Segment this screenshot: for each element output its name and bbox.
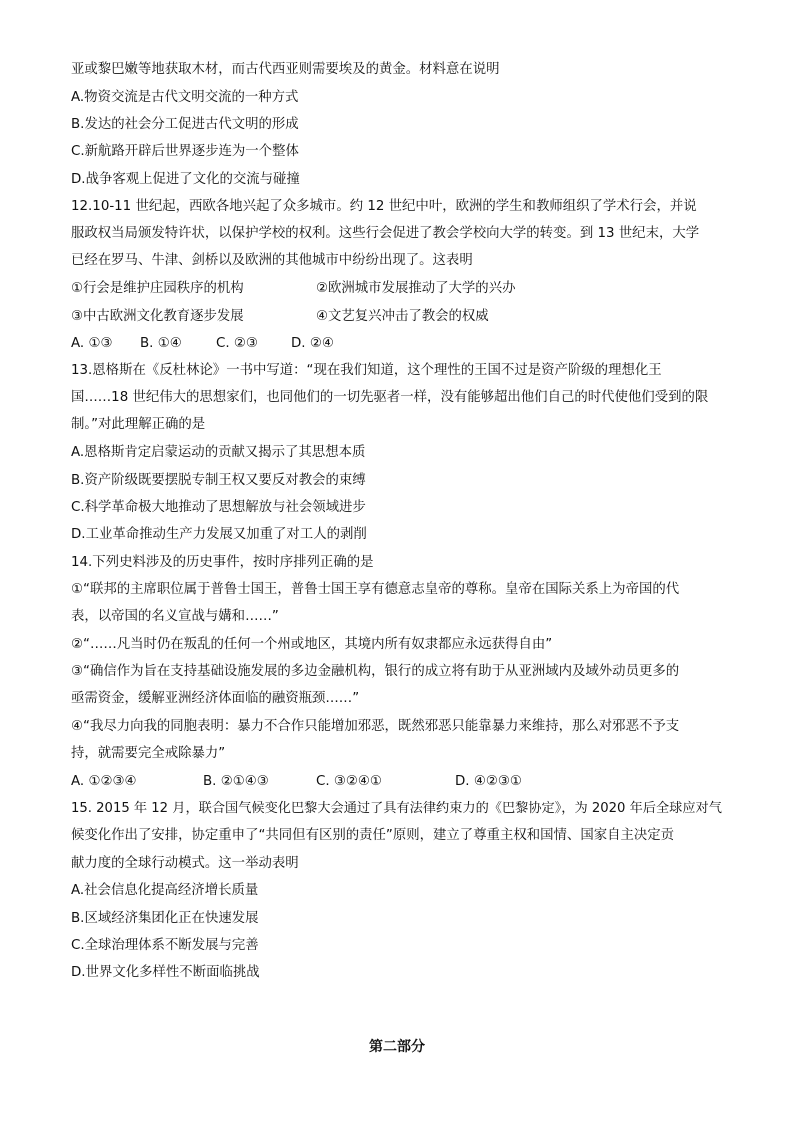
q12-choice-b: B. ①④	[140, 336, 182, 351]
q13-option-a: A.恩格斯肯定启蒙运动的贡献又揭示了其思想本质	[71, 445, 366, 460]
q13-option-d: D.工业革命推动生产力发展又加重了对工人的剥削	[71, 527, 367, 542]
q14-material-1a: ①“联邦的主席职位属于普鲁士国王，普鲁士国王享有德意志皇帝的尊称。皇帝在国际关系上为帝国的代	[71, 582, 680, 597]
q13-stem-line-2: 国……18 世纪伟大的思想家们，也同他们的一切先驱者一样，没有能够超出他们自己的时代使他们受到的限	[71, 390, 709, 405]
q15-option-c: C.全球治理体系不断发展与完善	[71, 938, 259, 953]
q12-statement-2: ②欧洲城市发展推动了大学的兴办	[316, 281, 516, 296]
q11-option-a: A.物资交流是古代文明交流的一种方式	[71, 90, 299, 105]
q15-stem-line-3: 献力度的全球行动模式。这一举动表明	[71, 856, 299, 871]
q14-choice-d: D. ④②③①	[455, 774, 522, 789]
section-title: 第二部分	[369, 1039, 425, 1055]
q11-stem-tail: 亚或黎巴嫩等地获取木材，而古代西亚则需要埃及的黄金。材料意在说明	[71, 62, 500, 77]
q13-option-c: C.科学革命极大地推动了思想解放与社会领域进步	[71, 500, 366, 515]
q14-material-4b: 持，就需要完全戒除暴力”	[71, 746, 226, 761]
q11-option-c: C.新航路开辟后世界逐步连为一个整体	[71, 144, 299, 159]
q12-statement-1: ①行会是维护庄园秩序的机构	[71, 281, 244, 296]
q14-choice-a: A. ①②③④	[71, 774, 137, 789]
q14-material-4a: ④“我尽力向我的同胞表明：暴力不合作只能增加邪恶，既然邪恶只能靠暴力来维持，那么对邪恶不予支	[71, 719, 680, 734]
q12-statement-4: ④文艺复兴冲击了教会的权威	[316, 309, 489, 324]
q12-statement-3: ③中古欧洲文化教育逐步发展	[71, 309, 244, 324]
q14-material-1b: 表，以帝国的名义宣战与媾和……”	[71, 609, 279, 624]
q14-stem: 14.下列史料涉及的历史事件，按时序排列正确的是	[71, 555, 374, 570]
q15-option-d: D.世界文化多样性不断面临挑战	[71, 965, 260, 980]
q14-material-3a: ③“确信作为旨在支持基础设施发展的多边金融机构，银行的成立将有助于从亚洲域内及域外动员更多的	[71, 664, 680, 679]
q14-choice-c: C. ③②④①	[316, 774, 382, 789]
q11-option-b: B.发达的社会分工促进古代文明的形成	[71, 117, 299, 132]
q12-stem-line-2: 服政权当局颁发特许状，以保护学校的权利。这些行会促进了教会学校向大学的转变。到 13 世纪末，大学	[71, 226, 700, 241]
q12-choice-c: C. ②③	[216, 336, 258, 351]
q13-option-b: B.资产阶级既要摆脱专制王权又要反对教会的束缚	[71, 473, 366, 488]
q12-stem-line-3: 已经在罗马、牛津、剑桥以及欧洲的其他城市中纷纷出现了。这表明	[71, 253, 473, 268]
q12-stem-line-1: 12.10-11 世纪起，西欧各地兴起了众多城市。约 12 世纪中叶，欧洲的学生和教师组织了学术行会，并说	[71, 199, 697, 214]
q12-choice-a: A. ①③	[71, 336, 113, 351]
q15-option-b: B.区域经济集团化正在快速发展	[71, 911, 259, 926]
q12-choice-d: D. ②④	[291, 336, 334, 351]
q13-stem-line-3: 制。”对此理解正确的是	[71, 417, 206, 432]
q15-stem-line-1: 15. 2015 年 12 月，联合国气候变化巴黎大会通过了具有法律约束力的《巴黎协定》，为 2020 年后全球应对气	[71, 801, 722, 816]
q15-stem-line-2: 候变化作出了安排，协定重申了“共同但有区别的责任”原则，建立了尊重主权和国情、国家自主决定贡	[71, 828, 675, 843]
q13-stem-line-1: 13.恩格斯在《反杜林论》一书中写道：“现在我们知道，这个理性的王国不过是资产阶级的理想化王	[71, 363, 662, 378]
q11-option-d: D.战争客观上促进了文化的交流与碰撞	[71, 172, 300, 187]
q14-material-3b: 亟需资金，缓解亚洲经济体面临的融资瓶颈……”	[71, 691, 360, 706]
q14-material-2: ②“……凡当时仍在叛乱的任何一个州或地区，其境内所有奴隶都应永远获得自由”	[71, 637, 553, 652]
q14-choice-b: B. ②①④③	[203, 774, 269, 789]
q15-option-a: A.社会信息化提高经济增长质量	[71, 883, 259, 898]
